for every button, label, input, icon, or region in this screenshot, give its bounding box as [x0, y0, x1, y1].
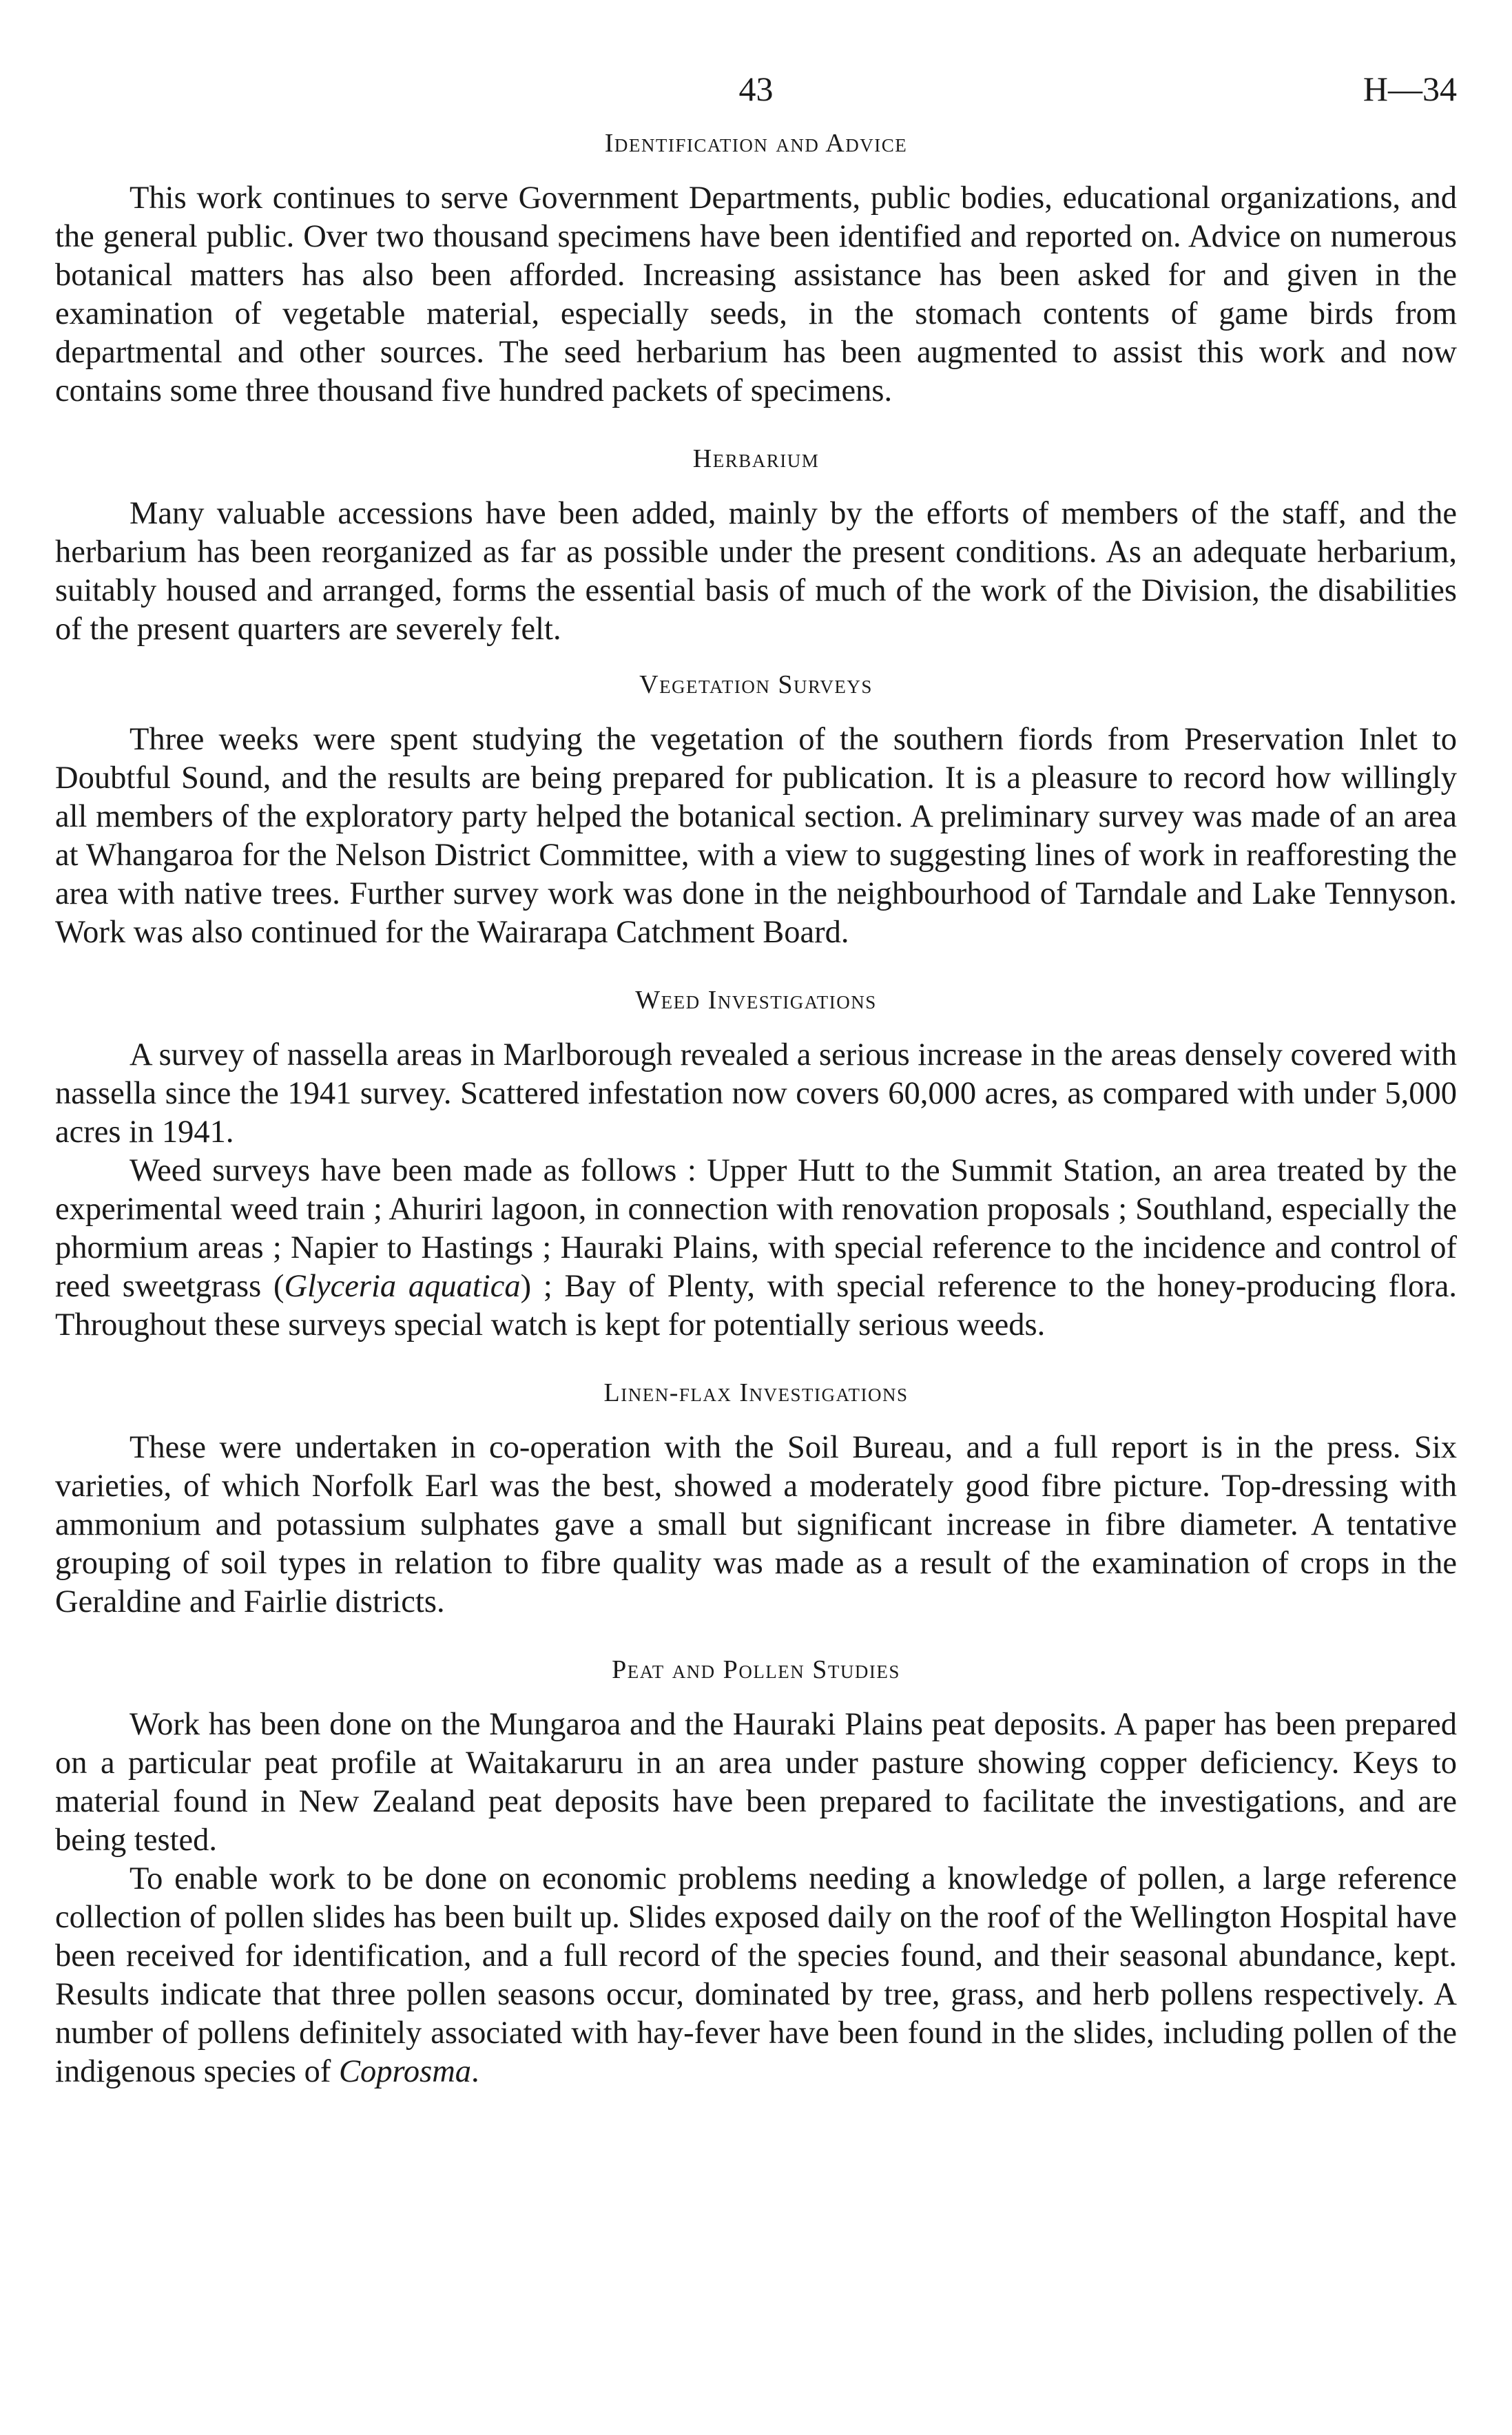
paragraph: This work continues to serve Government Departments, public bodies, educational organizations, and the general public. Over two thousand specimens have been identified and reported on. Advice on numerous botanical matters has also been afforded. Increasing assistance has been asked for and given in the examination of vegetable material, especially seeds, in the stomach contents of game birds from departmental and other sources. The seed herbarium has been augmented to assist this work and now contains some three thousand five hundred packets of specimens. [55, 180, 1457, 408]
section-peat-and-pollen-studies [55, 1650, 1457, 2091]
section-herbarium [55, 439, 1457, 649]
paragraph: These were undertaken in co-operation with the Soil Bureau, and a full report is in the press. Six varieties, of which Norfolk Earl was the best, showed a moderately good fibre picture. Top-dressing with ammonium and potassium sulphates gave a small but significant increase in fibre diameter. A tentative grouping of soil types in relation to fibre quality was made as a result of the examination of crops in the Geraldine and Fairlie districts. [55, 1430, 1457, 1619]
section-linen-flax-investigations [55, 1374, 1457, 1621]
section-heading: Identification and Advice [604, 129, 908, 158]
paragraph: Many valuable accessions have been added, mainly by the efforts of members of the staff, and the herbarium has been reorganized as far as possible under the present conditions. As an adequate herbarium, suitably housed and arranged, forms the essential basis of much of the work of the Division, the disabilities of the present quarters are severely felt. [55, 496, 1457, 647]
document-reference: H—34 [1363, 70, 1457, 108]
section-identification [55, 124, 1457, 411]
section-heading: Linen-flax Investigations [603, 1378, 909, 1407]
paragraph [55, 1152, 1457, 1345]
paragraph-text: ) ; Bay of Plenty, with special reference to the honey-producing flora. Throughout these surveys special watch is kept for potentially serious weeds. [55, 1269, 1457, 1343]
page-number: 43 [738, 70, 774, 108]
page-header [55, 69, 1457, 124]
document-page [55, 69, 1457, 2091]
section-heading: Peat and Pollen Studies [612, 1655, 900, 1684]
paragraph: Work has been done on the Mungaroa and the Hauraki Plains peat deposits. A paper has been prepared on a particular peat profile at Waitakaruru in an area under pasture showing copper deficiency. Keys to material found in New Zealand peat deposits have been prepared to facilitate the investigations, and are being tested. [55, 1707, 1457, 1858]
paragraph: A survey of nassella areas in Marlborough revealed a serious increase in the areas densely covered with nassella since the 1941 survey. Scattered infestation now covers 60,000 acres, as compared with under 5,000 acres in 1941. [55, 1037, 1457, 1150]
section-heading: Herbarium [692, 444, 820, 473]
paragraph-text: . [471, 2054, 479, 2089]
species-name: Coprosma [338, 2054, 472, 2089]
section-weed-investigations [55, 981, 1457, 1345]
section-heading: Weed Investigations [635, 986, 877, 1015]
section-vegetation-surveys [55, 665, 1457, 952]
paragraph-text: To enable work to be done on economic problems needing a knowledge of pollen, a large reference collection of pollen slides has been built up. Slides exposed daily on the roof of the Wellington Hospital have been received for identification, and a full record of the species found, and their seasonal abundance, kept. Results indicate that three pollen seasons occur, dominated by tree, grass, and herb pollens respectively. A number of pollens definitely associated with hay-fever have been found in the slides, including pollen of the indigenous species of [55, 1861, 1457, 2089]
section-heading: Vegetation Surveys [639, 670, 873, 699]
paragraph [55, 1860, 1457, 2091]
paragraph: Three weeks were spent studying the vegetation of the southern fiords from Preservation Inlet to Doubtful Sound, and the results are being prepared for publication. It is a pleasure to record how willingly all members of the exploratory party helped the botanical section. A preliminary survey was made of an area at Whangaroa for the Nelson District Committee, with a view to suggesting lines of work in reafforesting the area with native trees. Further survey work was done in the neighbourhood of Tarndale and Lake Tennyson. Work was also continued for the Wairarapa Catchment Board. [55, 722, 1457, 950]
species-name: Glyceria aquatica [284, 1269, 521, 1304]
paragraph-text: Weed surveys have been made as follows : Upper Hutt to the Summit Station, an area treated by the experimental weed train ; Ahuriri lagoon, in connection with renovation proposals ; Southland, especially the phormium areas ; Napier to Hastings ; Hauraki Plains, with special reference to the incidence and control of reed sweetgrass ( [55, 1153, 1457, 1304]
